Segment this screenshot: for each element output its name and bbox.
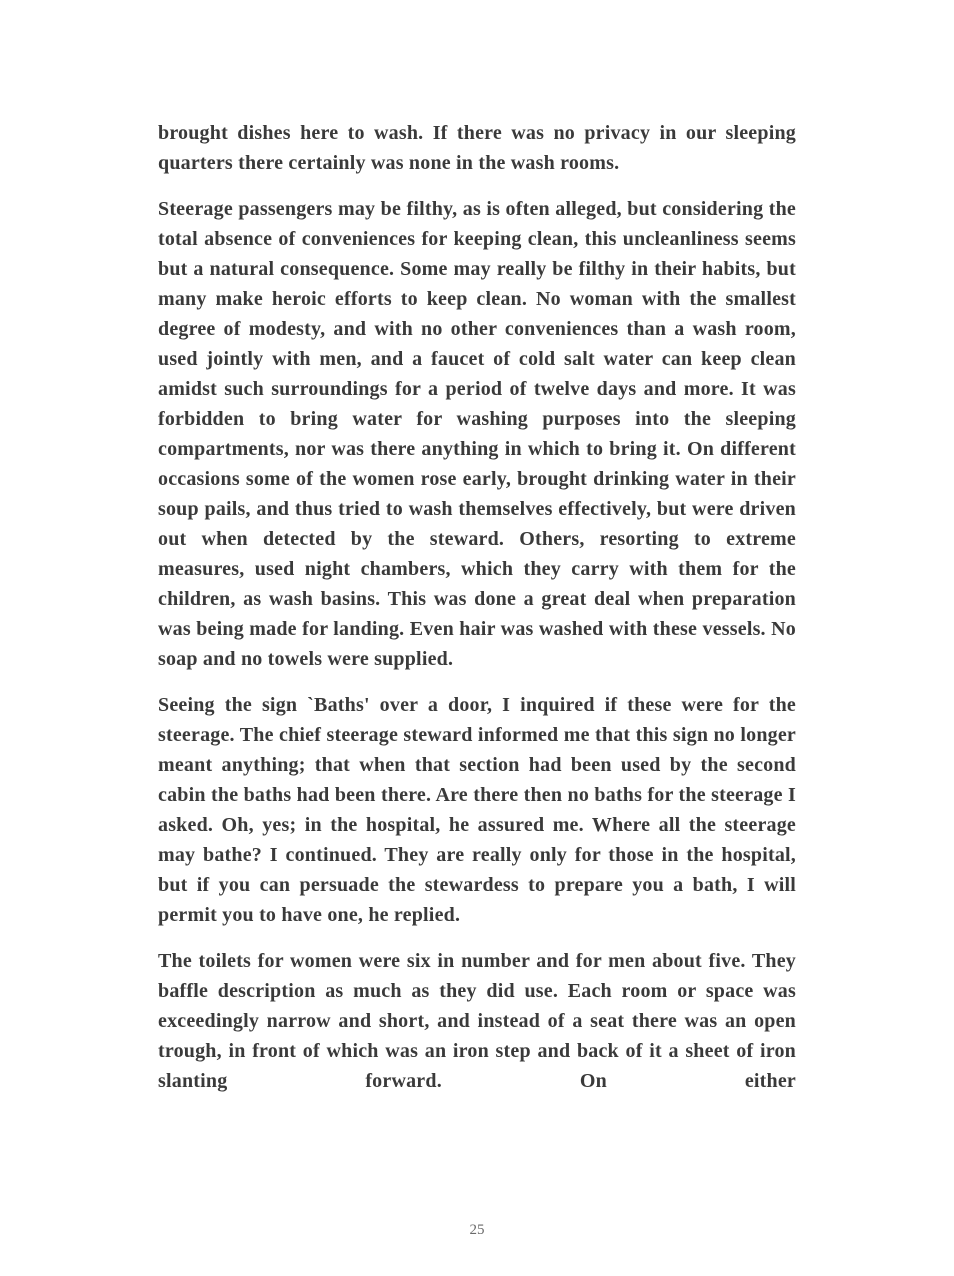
body-text — [158, 118, 796, 1112]
paragraph: Steerage passengers may be filthy, as is often alleged, but considering the total absence of conveniences for keeping clean, this uncleanliness seems but a natural consequence. Some may really be filthy in their habits, but many make heroic efforts to keep clean. No woman with the smallest degree of modesty, and with no other conveniences than a wash room, used jointly with men, and a faucet of cold salt water can keep clean amidst such surroundings for a period of twelve days and more. It was forbidden to bring water for washing purposes into the sleeping compartments, nor was there anything in which to bring it. On different occasions some of the women rose early, brought drinking water in their soup pails, and thus tried to wash themselves effectively, but were driven out when detected by the steward. Others, resorting to extreme measures, used night chambers, which they carry with them for the children, as wash basins. This was done a great deal when preparation was being made for landing. Even hair was washed with these vessels. No soap and no towels were supplied. — [158, 198, 796, 670]
paragraph: brought dishes here to wash. If there was no privacy in our sleeping quarters there certainly was none in the wash rooms. — [158, 122, 796, 174]
page-number: 25 — [469, 1222, 485, 1238]
paragraph: Seeing the sign `Baths' over a door, I inquired if these were for the steerage. The chief steerage steward informed me that this sign no longer meant anything; that when that section had been used by the second cabin the baths had been there. Are there then no baths for the steerage I asked. Oh, yes; in the hospital, he assured me. Where all the steerage may bathe? I continued. They are really only for those in the hospital, but if you can persuade the stewardess to prepare you a bath, I will permit you to have one, he replied. — [158, 694, 796, 926]
paragraph: The toilets for women were six in number and for men about five. They baffle description as much as they did use. Each room or space was exceedingly narrow and short, and instead of a seat there was an open trough, in front of which was an iron step and back of it a sheet of iron slanting forward. On either — [158, 950, 796, 1092]
